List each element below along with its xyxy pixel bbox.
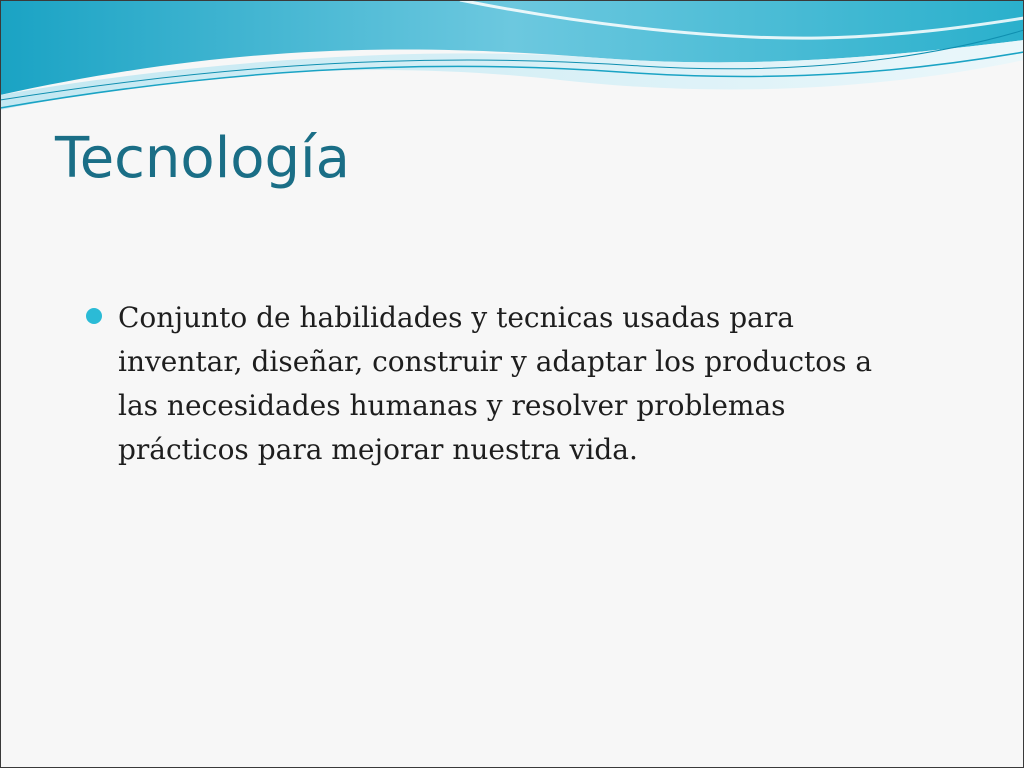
slide-title: Tecnología [55,126,350,191]
bullet-text: Conjunto de habilidades y tecnicas usadas para inventar, diseñar, construir y adaptar los productos a las necesidades humanas y resolver problemas prácticos para mejorar nuestra vida. [118,301,873,466]
wave-header-decoration [0,0,1024,120]
bullet-list [86,296,886,472]
slide-content [86,296,886,472]
bullet-dot-icon [86,308,102,324]
bullet-item [86,296,886,472]
